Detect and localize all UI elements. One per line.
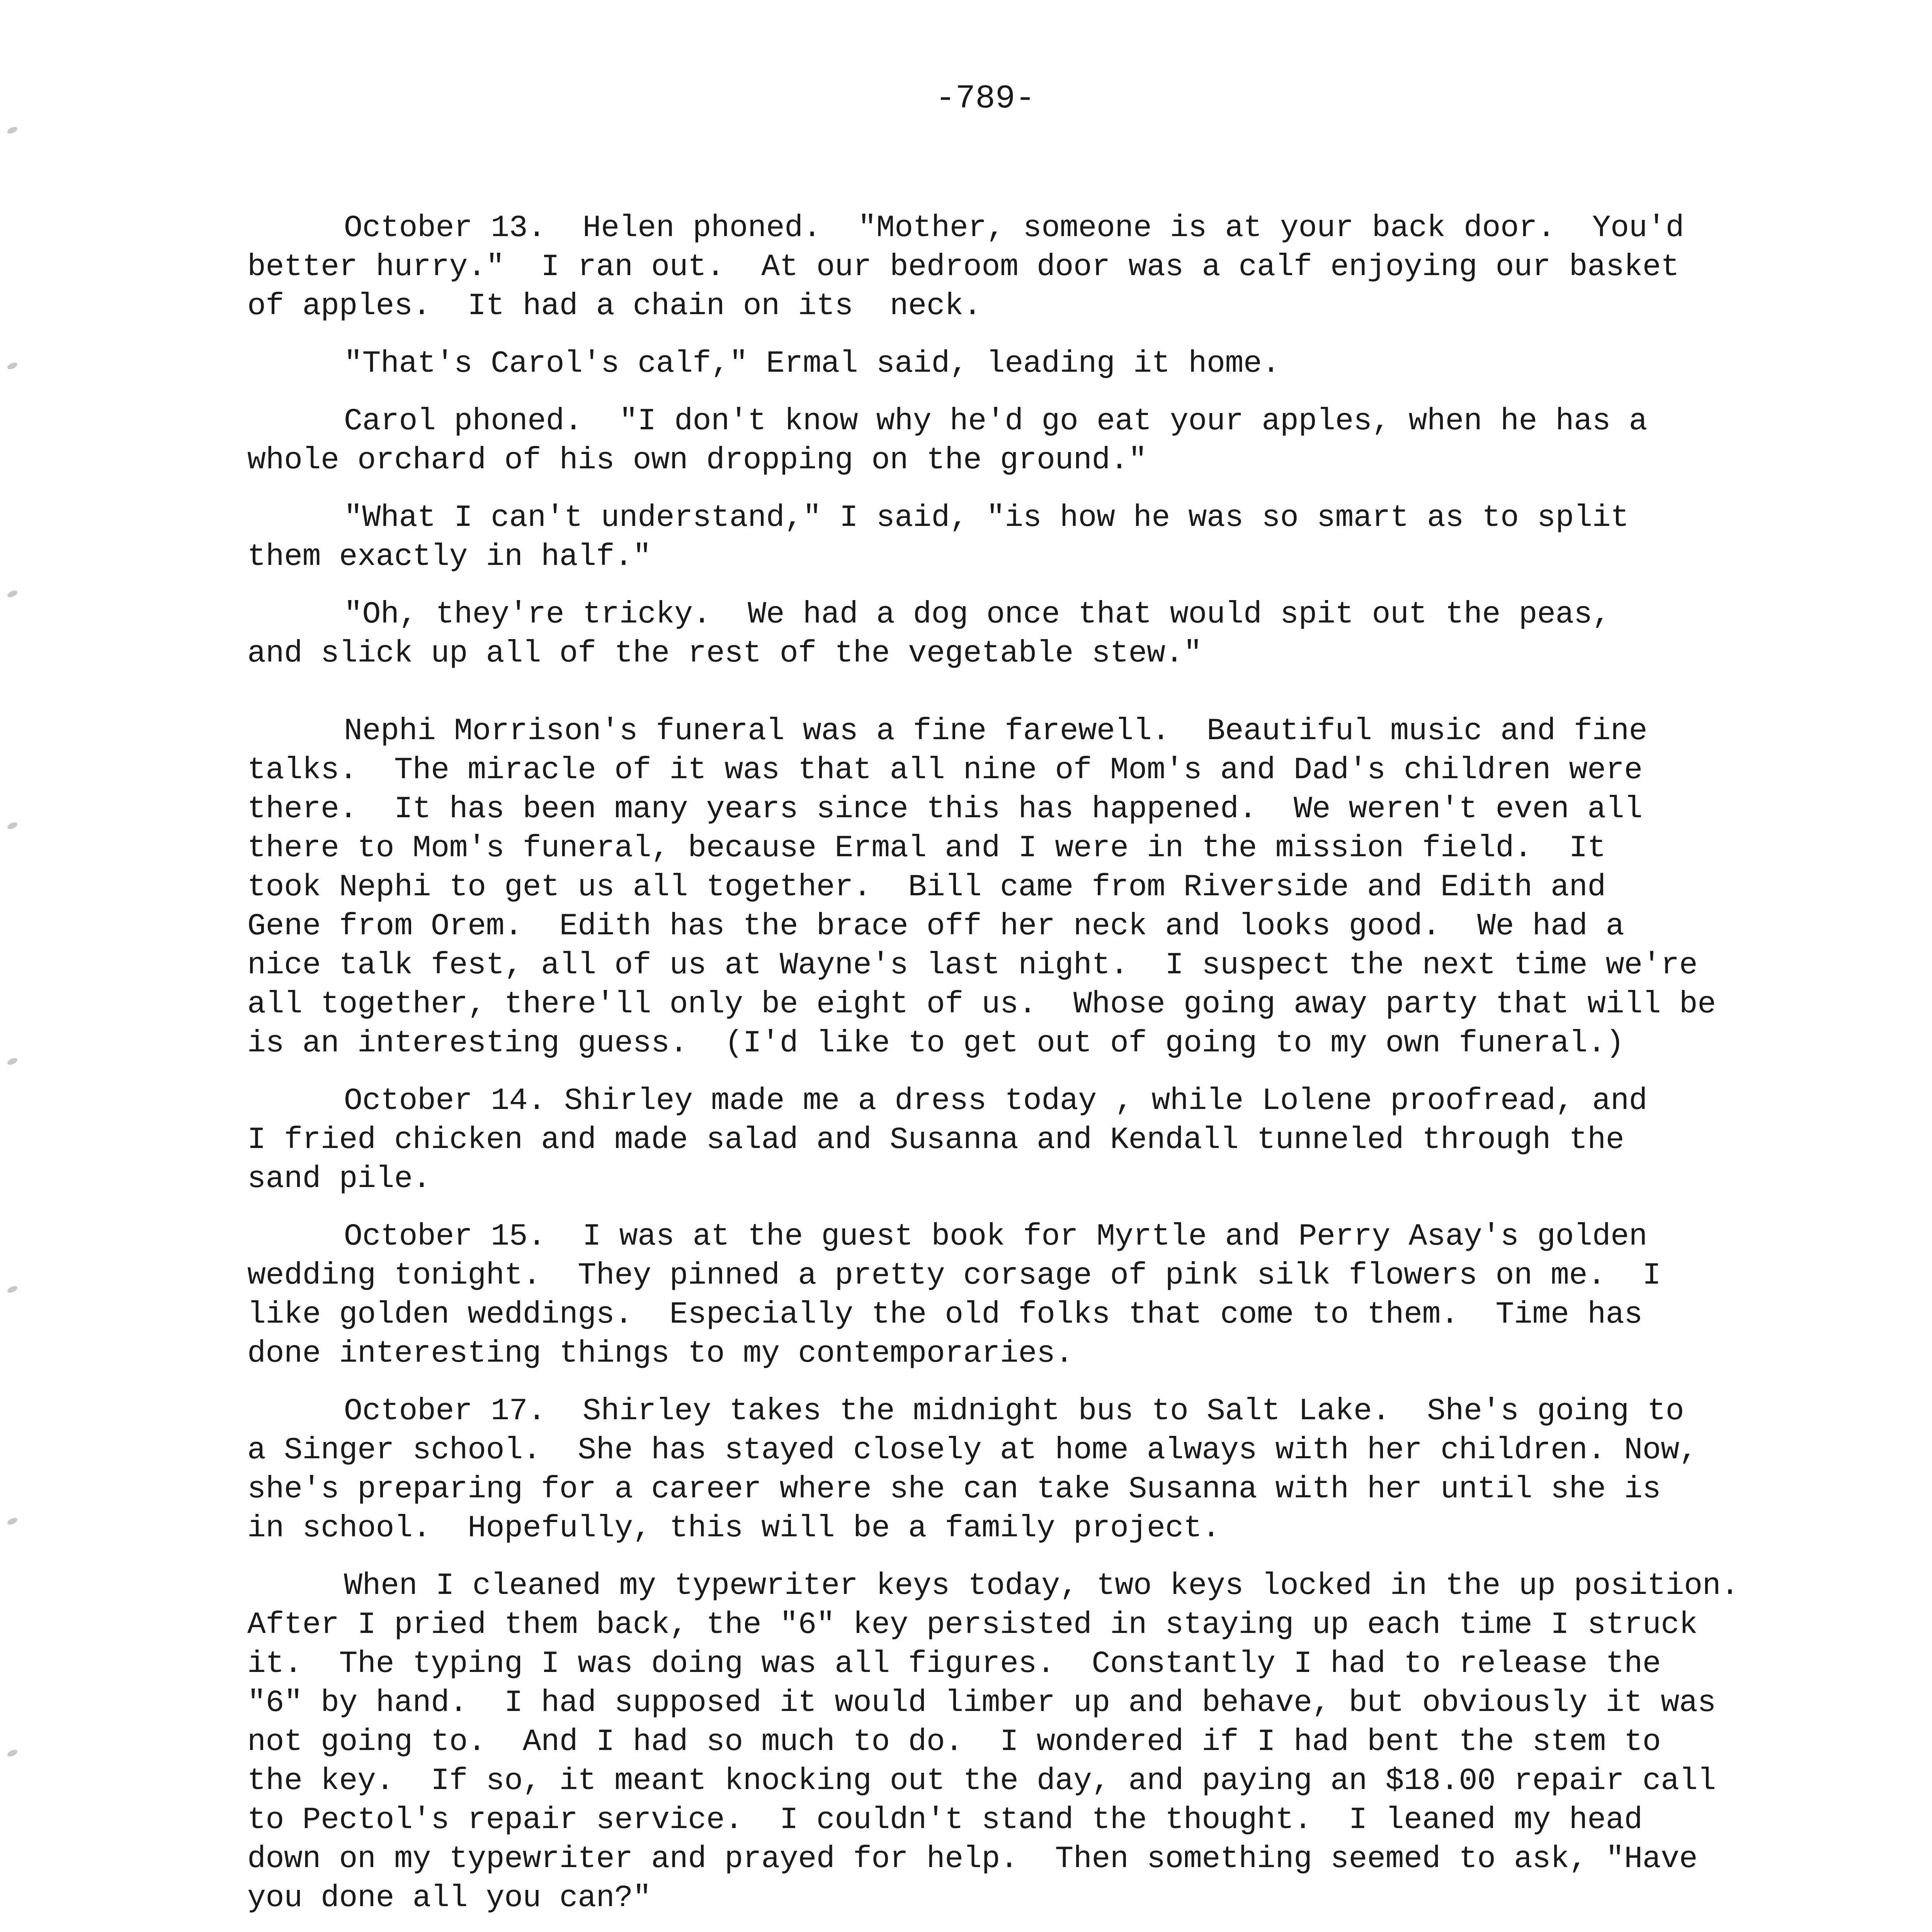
text-line: is an interesting guess. (I'd like to get out of going to my own funeral.) — [247, 1026, 1624, 1061]
text-line: nice talk fest, all of us at Wayne's last night. I suspect the next time we're — [247, 948, 1698, 983]
binding-mark — [6, 1517, 18, 1526]
text-line: like golden weddings. Especially the old folks that come to them. Time has — [247, 1297, 1643, 1332]
binding-mark — [6, 361, 18, 371]
paragraph — [247, 1566, 1832, 1918]
binding-mark — [6, 1057, 18, 1066]
text-line: of apples. It had a chain on its neck. — [247, 289, 982, 324]
binding-mark — [6, 821, 18, 831]
text-line: October 13. Helen phoned. "Mother, someone is at your back door. You'd — [344, 211, 1684, 246]
text-line: better hurry." I ran out. At our bedroom door was a calf enjoying our basket — [247, 250, 1679, 285]
paragraph — [247, 344, 1832, 383]
paragraph — [247, 712, 1832, 1063]
binding-mark — [6, 126, 18, 135]
text-line: took Nephi to get us all together. Bill came from Riverside and Edith and — [247, 870, 1606, 905]
text-line: down on my typewriter and prayed for help. Then something seemed to ask, "Have — [247, 1842, 1698, 1877]
text-line: October 17. Shirley takes the midnight bus to Salt Lake. She's going to — [344, 1394, 1684, 1429]
text-line: in school. Hopefully, this will be a family project. — [247, 1511, 1220, 1546]
text-line: there. It has been many years since this has happened. We weren't even all — [247, 792, 1643, 827]
text-line: October 15. I was at the guest book for Myrtle and Perry Asay's golden — [344, 1219, 1648, 1254]
text-line: talks. The miracle of it was that all nine of Mom's and Dad's children were — [247, 753, 1643, 788]
paragraph — [247, 498, 1832, 577]
binding-mark — [6, 1285, 18, 1294]
paragraph — [247, 1217, 1832, 1373]
page-number: -789- — [935, 80, 1036, 117]
text-line: Nephi Morrison's funeral was a fine farewell. Beautiful music and fine — [344, 714, 1648, 749]
paragraph — [247, 402, 1832, 480]
text-line: she's preparing for a career where she can take Susanna with her until she is — [247, 1472, 1661, 1507]
binding-mark — [6, 1748, 18, 1758]
text-line: them exactly in half." — [247, 539, 651, 575]
text-line: Carol phoned. "I don't know why he'd go eat your apples, when he has a — [344, 404, 1648, 439]
text-line: and slick up all of the rest of the vegetable stew." — [247, 636, 1202, 671]
text-line: whole orchard of his own dropping on the ground." — [247, 443, 1147, 478]
text-line: "What I can't understand," I said, "is how he was so smart as to split — [344, 500, 1629, 536]
text-line: "That's Carol's calf," Ermal said, leading it home. — [344, 346, 1280, 381]
text-line: I fried chicken and made salad and Susanna and Kendall tunneled through the — [247, 1122, 1624, 1158]
text-line: done interesting things to my contemporaries. — [247, 1336, 1073, 1371]
text-line: you done all you can?" — [247, 1881, 651, 1916]
text-line: Gene from Orem. Edith has the brace off her neck and looks good. We had a — [247, 909, 1624, 944]
text-line: all together, there'll only be eight of us. Whose going away party that will be — [247, 987, 1716, 1022]
paragraph — [247, 1392, 1832, 1548]
paragraph — [247, 209, 1832, 326]
text-line: there to Mom's funeral, because Ermal and I were in the mission field. It — [247, 831, 1606, 866]
binding-mark — [6, 589, 18, 599]
text-line: not going to. And I had so much to do. I wondered if I had bent the stem to — [247, 1725, 1661, 1760]
text-line: a Singer school. She has stayed closely at home always with her children. Now, — [247, 1433, 1698, 1468]
text-line: the key. If so, it meant knocking out the day, and paying an $18.00 repair call — [247, 1764, 1716, 1799]
text-line: After I pried them back, the "6" key persisted in staying up each time I struck — [247, 1607, 1698, 1643]
text-line: When I cleaned my typewriter keys today, two keys locked in the up position. — [344, 1568, 1739, 1604]
document-body — [247, 209, 1832, 1932]
text-line: "Oh, they're tricky. We had a dog once that would spit out the peas, — [344, 597, 1611, 632]
text-line: wedding tonight. They pinned a pretty corsage of pink silk flowers on me. I — [247, 1258, 1661, 1293]
text-line: it. The typing I was doing was all figures. Constantly I had to release the — [247, 1646, 1661, 1682]
text-line: sand pile. — [247, 1162, 431, 1197]
text-line: October 14. Shirley made me a dress today , while Lolene proofread, and — [344, 1083, 1648, 1119]
text-line: "6" by hand. I had supposed it would limber up and behave, but obviously it was — [247, 1685, 1716, 1721]
left-margin-binding-marks — [0, 0, 46, 1932]
paragraph — [247, 595, 1832, 673]
text-line: to Pectol's repair service. I couldn't stand the thought. I leaned my head — [247, 1803, 1643, 1838]
paragraph — [247, 1082, 1832, 1199]
